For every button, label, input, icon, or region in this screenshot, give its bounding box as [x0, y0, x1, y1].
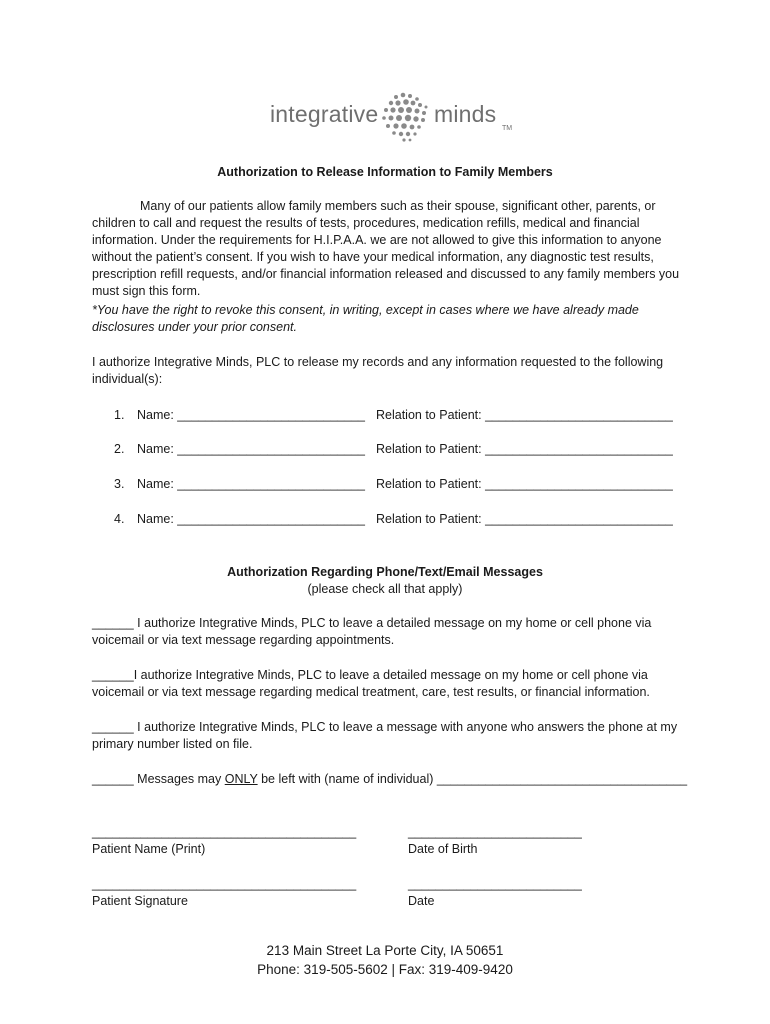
date-line[interactable]: _________________________: [408, 877, 582, 891]
logo-trademark: TM: [502, 125, 513, 132]
brain-dots-icon: [378, 92, 434, 144]
individual-relation-field[interactable]: Relation to Patient: ___________________________: [376, 442, 673, 456]
individual-name-field[interactable]: Name: ___________________________: [137, 477, 365, 491]
logo-word-minds: minds: [434, 101, 497, 127]
individual-name-field[interactable]: Name: ___________________________: [137, 408, 365, 422]
individual-number: 4.: [114, 512, 125, 526]
footer-contact: Phone: 319-505-5602 | Fax: 319-409-9420: [257, 962, 513, 977]
message-only-emphasis: ONLY: [224, 772, 258, 786]
messages-subtitle: (please check all that apply): [307, 582, 463, 596]
date-label: Date: [408, 894, 435, 908]
individual-relation-field[interactable]: Relation to Patient: ___________________________: [376, 512, 673, 526]
message-option-appointments[interactable]: ______ I authorize Integrative Minds, PLC to leave a detailed message on my home or cell phone via voicemail or via text message regarding appointments.: [92, 616, 652, 647]
message-option-anyone[interactable]: ______ I authorize Integrative Minds, PLC to leave a message with anyone who answers the phone at my primary number listed on file.: [92, 720, 678, 751]
release-title: Authorization to Release Information to Family Members: [217, 165, 553, 179]
patient-name-label: Patient Name (Print): [92, 842, 206, 856]
message-option-only[interactable]: [92, 771, 692, 788]
individual-name-field[interactable]: Name: ___________________________: [137, 442, 365, 456]
individual-row-2: [0, 441, 770, 458]
individual-row-4: [0, 511, 770, 528]
logo: [270, 92, 513, 144]
messages-title: Authorization Regarding Phone/Text/Email Messages: [227, 565, 543, 579]
dob-line[interactable]: _________________________: [408, 825, 582, 839]
individual-number: 1.: [114, 408, 125, 422]
logo-word-integrative: integrative: [270, 101, 379, 127]
individual-row-3: [0, 476, 770, 493]
individual-number: 3.: [114, 477, 125, 491]
individual-relation-field[interactable]: Relation to Patient: ___________________________: [376, 477, 673, 491]
individual-name-field[interactable]: Name: ___________________________: [137, 512, 365, 526]
message-option-medical[interactable]: ______I authorize Integrative Minds, PLC to leave a detailed message on my home or cell phone via voicemail or via text message regarding medical treatment, care, test results, or financial information.: [92, 668, 650, 699]
message-only-prefix: ______ Messages may: [92, 772, 225, 786]
patient-signature-line[interactable]: ______________________________________: [92, 877, 357, 891]
authorize-release-text: I authorize Integrative Minds, PLC to release my records and any information requested to the following individual(s):: [92, 355, 664, 386]
revoke-note: *You have the right to revoke this consent, in writing, except in cases where we have already made disclosures under your prior consent.: [92, 303, 639, 334]
dob-label: Date of Birth: [408, 842, 478, 856]
patient-signature-label: Patient Signature: [92, 894, 188, 908]
individual-relation-field[interactable]: Relation to Patient: ___________________________: [376, 408, 673, 422]
intro-paragraph: Many of our patients allow family members such as their spouse, significant other, parents, or children to call and request the results of tests, procedures, medication refills, medical and financial information. Under the requirements for H.I.P.A.A. we are not allowed to give this information to anyone without the patient’s consent. If you wish to have your medical information, any diagnostic test results, prescription refill requests, and/or financial information released and discussed to any family members you must sign this form.: [92, 199, 680, 298]
individual-number: 2.: [114, 442, 125, 456]
footer-address: 213 Main Street La Porte City, IA 50651: [266, 943, 504, 958]
message-only-suffix[interactable]: be left with (name of individual) ____________________________________: [257, 772, 688, 786]
individual-row-1: [0, 407, 770, 424]
patient-name-line[interactable]: ______________________________________: [92, 825, 357, 839]
